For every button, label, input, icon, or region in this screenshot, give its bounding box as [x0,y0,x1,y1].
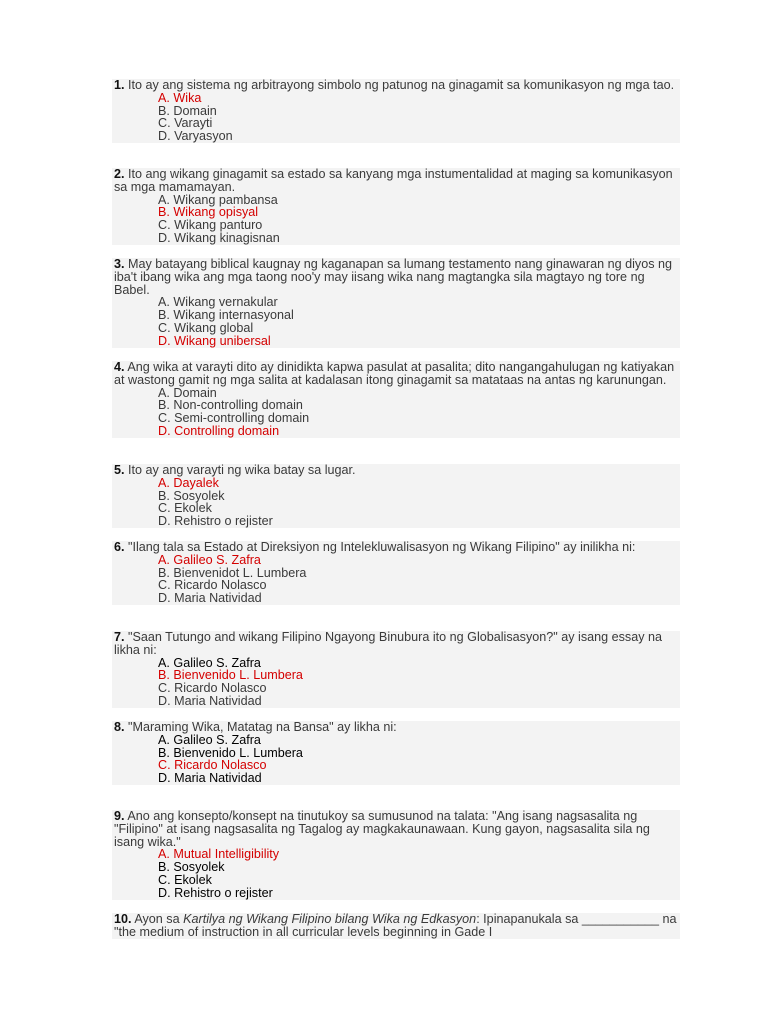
question-text: "Saan Tutungo and wikang Filipino Ngayong Binubura ito ng Globalisasyon?" ay isang essay na likha ni: [114,630,663,657]
option-c: C. Wikang global [112,322,680,335]
option-a: A. Wika [112,92,680,105]
question-text: Ito ang wikang ginagamit sa estado sa kanyang mga instumentalidad at maging sa komunikasyon sa mga mamamayan. [114,167,673,194]
question-number: 7. [114,630,125,644]
option-b: B. Domain [112,105,680,118]
option-b: B. Sosyolek [112,861,680,874]
option-b: B. Wikang internasyonal [112,309,680,322]
question-number: 10. [114,912,132,926]
option-b: B. Bienvenido L. Lumbera [112,747,680,760]
question-number: 6. [114,540,125,554]
question-number: 3. [114,257,125,271]
question-text-prefix: Ayon sa [134,912,184,926]
option-b: B. Sosyolek [112,490,680,503]
option-b: B. Non-controlling domain [112,399,680,412]
option-d: D. Maria Natividad [112,772,680,785]
question-stem [112,721,680,734]
option-d: D. Maria Natividad [112,592,680,605]
option-a: A. Wikang pambansa [112,194,680,207]
option-c: C. Ekolek [112,874,680,887]
option-a: A. Galileo S. Zafra [112,734,680,747]
option-a: A. Dayalek [112,477,680,490]
question-stem [112,79,680,92]
question-7 [112,631,680,708]
option-b: B. Bienvenido L. Lumbera [112,669,680,682]
option-d: D. Wikang kinagisnan [112,232,680,245]
question-number: 9. [114,809,125,823]
option-b: B. Wikang opisyal [112,206,680,219]
option-c: C. Varayti [112,117,680,130]
option-d: D. Rehistro o rejister [112,887,680,900]
question-stem [112,541,680,554]
option-a: A. Domain [112,387,680,400]
option-c: C. Ekolek [112,502,680,515]
question-5 [112,464,680,528]
question-text: "Maraming Wika, Matatag na Bansa" ay likha ni: [128,720,397,734]
question-3 [112,258,680,348]
option-d: D. Rehistro o rejister [112,515,680,528]
question-text: "Ilang tala sa Estado at Direksiyon ng Intelekluwalisasyon ng Wikang Filipino" ay inilikha ni: [128,540,636,554]
question-10 [112,913,680,939]
question-stem [112,258,680,296]
option-d: D. Controlling domain [112,425,680,438]
option-a: A. Galileo S. Zafra [112,657,680,670]
option-c: C. Wikang panturo [112,219,680,232]
document-title: Kartilya ng Wikang Filipino bilang Wika ng Edkasyon [183,912,477,926]
question-4 [112,361,680,438]
question-number: 2. [114,167,125,181]
option-c: C. Semi-controlling domain [112,412,680,425]
option-d: D. Wikang unibersal [112,335,680,348]
question-stem [112,168,680,194]
question-text-suffix: : Ipinapanukala sa ___________ na "the medium of instruction in all curricular levels beginning in Gade I [114,912,677,939]
question-number: 4. [114,360,125,374]
question-number: 1. [114,78,125,92]
question-stem [112,464,680,477]
option-d: D. Maria Natividad [112,695,680,708]
option-a: A. Wikang vernakular [112,296,680,309]
question-stem [112,913,680,939]
question-stem [112,361,680,387]
question-text: Ang wika at varayti dito ay dinidikta kapwa pasulat at pasalita; dito nangangahulugan ng katiyakan at wastong gamit ng mga salita at kadalasan itong ginagamit sa matataas na antas ng karunungan. [114,360,675,387]
option-a: A. Galileo S. Zafra [112,554,680,567]
question-number: 5. [114,463,125,477]
option-c: C. Ricardo Nolasco [112,759,680,772]
question-text: Ito ay ang varayti ng wika batay sa lugar. [128,463,356,477]
question-stem [112,631,680,657]
question-9 [112,810,680,900]
question-6 [112,541,680,605]
question-number: 8. [114,720,125,734]
question-2 [112,168,680,245]
option-d: D. Varyasyon [112,130,680,143]
option-b: B. Bienvenidot L. Lumbera [112,567,680,580]
question-1 [112,79,680,143]
option-c: C. Ricardo Nolasco [112,579,680,592]
question-text: Ito ay ang sistema ng arbitrayong simbolo ng patunog na ginagamit sa komunikasyon ng mga tao. [128,78,675,92]
option-a: A. Mutual Intelligibility [112,848,680,861]
question-8 [112,721,680,785]
question-stem [112,810,680,848]
option-c: C. Ricardo Nolasco [112,682,680,695]
question-text: Ano ang konsepto/konsept na tinutukoy sa sumusunod na talata: "Ang isang nagsasalita ng "Filipino" at isang nagsasalita ng Tagalog ay magkakaunawaan. Kung gayon, nagsasalita sila ng isang wika." [114,809,650,849]
question-text: May batayang biblical kaugnay ng kaganapan sa lumang testamento nang ginawaran ng diyos ng iba't ibang wika ang mga taong noo'y may iisang wika nang magtangka sila magtayo ng tore ng Babel. [114,257,673,297]
